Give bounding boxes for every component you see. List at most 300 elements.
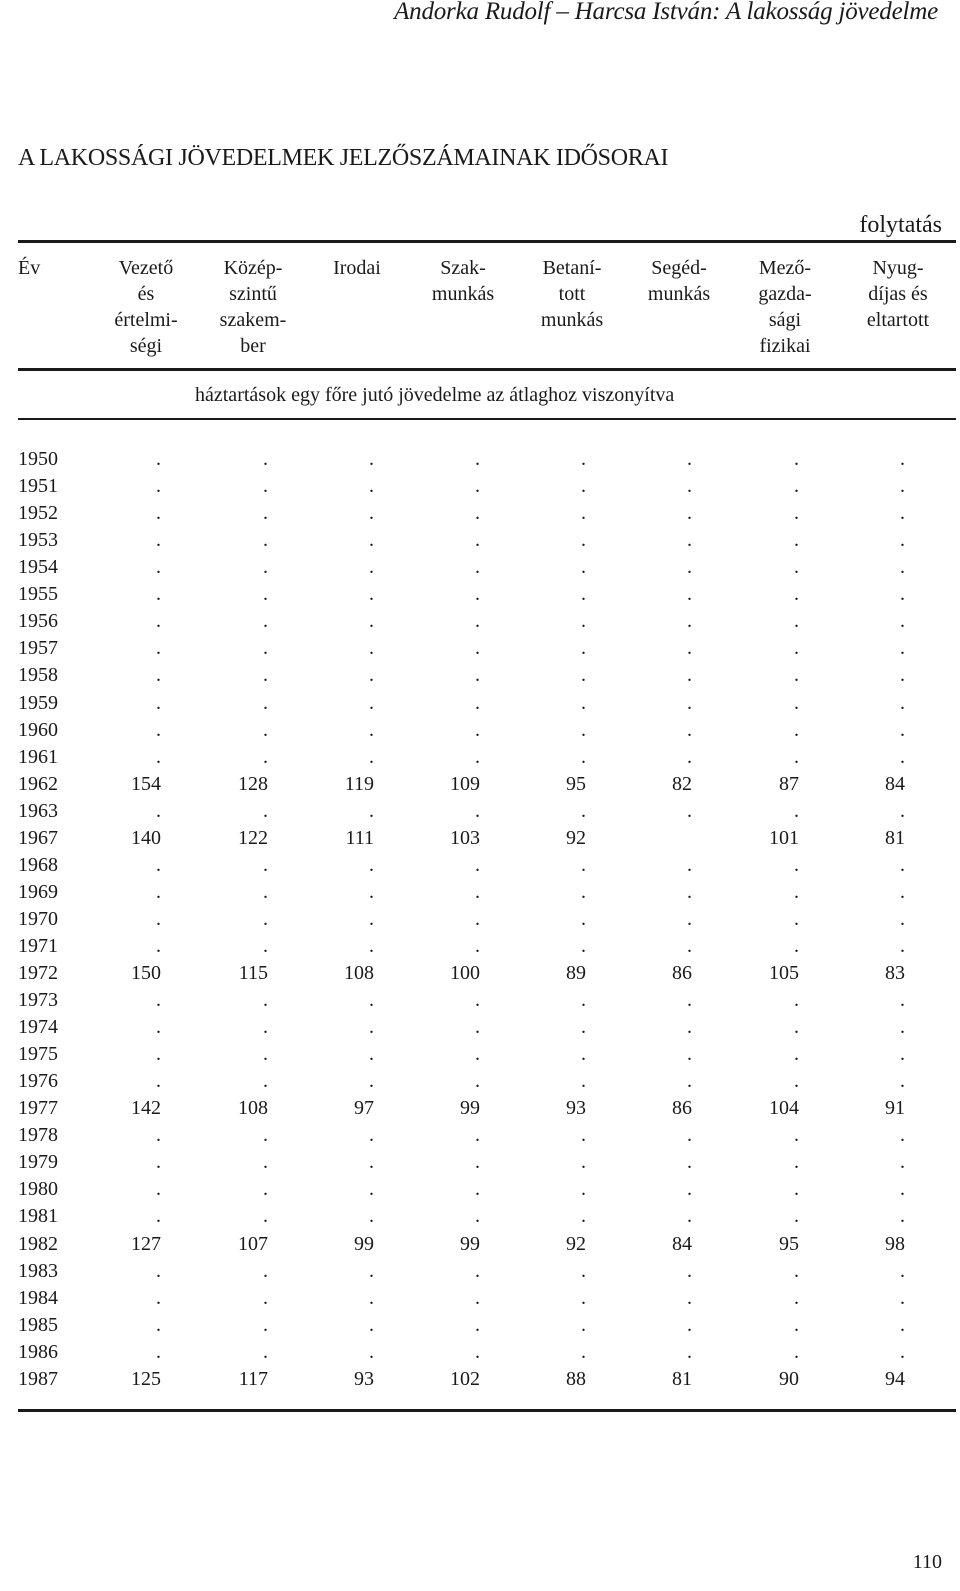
cell-year: 1986	[18, 1340, 58, 1363]
cell-unskilled: .	[687, 556, 692, 579]
cell-mid-level: .	[263, 556, 268, 579]
cell-pensioner: .	[900, 1259, 905, 1282]
cell-semi-skilled: .	[581, 529, 586, 552]
cell-agricultural: 105	[769, 962, 799, 984]
cell-unskilled: .	[687, 989, 692, 1011]
cell-skilled: .	[475, 610, 480, 633]
cell-unskilled: .	[687, 1340, 692, 1363]
table-row	[0, 852, 960, 879]
cell-skilled: .	[475, 664, 480, 687]
cell-unskilled: .	[687, 1124, 692, 1147]
cell-semi-skilled: .	[581, 502, 586, 525]
col-head-agricultural: Mező- gazda- sági fizikai	[758, 257, 812, 357]
table-row	[0, 1122, 960, 1149]
table-row	[0, 527, 960, 554]
cell-managers: .	[156, 637, 161, 660]
cell-managers: .	[156, 745, 161, 768]
cell-semi-skilled: 92	[566, 826, 586, 849]
cell-clerical: .	[369, 502, 374, 525]
cell-skilled: .	[475, 799, 480, 822]
cell-agricultural: 104	[769, 1097, 799, 1120]
cell-unskilled: .	[687, 610, 692, 633]
cell-skilled: 103	[450, 826, 480, 849]
cell-pensioner: .	[900, 934, 905, 957]
cell-unskilled: .	[687, 745, 692, 768]
cell-mid-level: .	[263, 907, 268, 930]
cell-mid-level: .	[263, 1016, 268, 1039]
cell-pensioner: .	[900, 556, 905, 579]
cell-agricultural: .	[794, 1178, 799, 1201]
cell-skilled: .	[475, 1286, 480, 1309]
cell-unskilled: 86	[672, 962, 692, 984]
cell-clerical: 93	[354, 1367, 374, 1390]
cell-agricultural: 87	[779, 772, 799, 795]
cell-managers: .	[156, 1016, 161, 1039]
cell-agricultural: .	[794, 1259, 799, 1282]
cell-semi-skilled: .	[581, 1313, 586, 1336]
cell-agricultural: 95	[779, 1232, 799, 1255]
cell-agricultural: .	[794, 1043, 799, 1066]
cell-year: 1985	[18, 1313, 58, 1336]
cell-semi-skilled: .	[581, 934, 586, 957]
cell-agricultural: .	[794, 1016, 799, 1039]
cell-unskilled: .	[687, 529, 692, 552]
cell-agricultural: .	[794, 529, 799, 552]
cell-skilled: 102	[450, 1367, 480, 1390]
cell-unskilled: .	[687, 1286, 692, 1309]
cell-agricultural: .	[794, 1151, 799, 1174]
cell-pensioner: .	[900, 1205, 905, 1228]
cell-skilled: .	[475, 853, 480, 876]
cell-pensioner: .	[900, 718, 905, 741]
cell-semi-skilled: .	[581, 1070, 586, 1093]
cell-unskilled: .	[687, 853, 692, 876]
col-head-year: Év	[18, 257, 41, 279]
cell-year: 1972	[18, 962, 58, 984]
cell-skilled: .	[475, 637, 480, 660]
table-row	[0, 1366, 960, 1393]
cell-agricultural: .	[794, 691, 799, 714]
cell-pensioner: 94	[885, 1367, 905, 1390]
running-head: Andorka Rudolf – Harcsa István: A lakosság jövedelme	[394, 0, 938, 25]
cell-agricultural: .	[794, 448, 799, 470]
table-row	[0, 690, 960, 717]
col-head-managers: Vezető és értelmi- ségi	[114, 257, 178, 357]
col-head-semi-skilled: Betaní- tott munkás	[540, 257, 604, 331]
cell-skilled: .	[475, 1043, 480, 1066]
cell-clerical: .	[369, 880, 374, 903]
cell-mid-level: .	[263, 1205, 268, 1228]
cell-agricultural: .	[794, 1340, 799, 1363]
cell-year: 1961	[18, 745, 58, 768]
cell-clerical: .	[369, 745, 374, 768]
cell-pensioner: .	[900, 745, 905, 768]
cell-semi-skilled: .	[581, 907, 586, 930]
cell-pensioner: .	[900, 664, 905, 687]
cell-year: 1954	[18, 556, 58, 579]
cell-mid-level: .	[263, 1178, 268, 1201]
cell-skilled: 109	[450, 772, 480, 795]
cell-mid-level: .	[263, 1313, 268, 1336]
table-row	[0, 635, 960, 662]
cell-semi-skilled: .	[581, 637, 586, 660]
cell-unskilled: .	[687, 1259, 692, 1282]
cell-pensioner: .	[900, 989, 905, 1011]
cell-year: 1958	[18, 664, 58, 687]
cell-semi-skilled: .	[581, 583, 586, 606]
cell-pensioner: 98	[885, 1232, 905, 1255]
table-row	[0, 1312, 960, 1339]
cell-year: 1967	[18, 826, 58, 849]
cell-managers: .	[156, 610, 161, 633]
cell-managers: .	[156, 475, 161, 498]
subheader-rule	[18, 418, 956, 420]
cell-skilled: 99	[460, 1232, 480, 1255]
cell-managers: .	[156, 1151, 161, 1174]
cell-pensioner: 81	[885, 826, 905, 849]
cell-mid-level: .	[263, 1340, 268, 1363]
cell-unskilled: 86	[672, 1097, 692, 1120]
cell-year: 1975	[18, 1043, 58, 1066]
table-row	[0, 608, 960, 635]
table-row	[0, 1176, 960, 1203]
cell-unskilled: .	[687, 1043, 692, 1066]
cell-managers: .	[156, 934, 161, 957]
cell-pensioner: 91	[885, 1097, 905, 1120]
cell-unskilled: .	[687, 799, 692, 822]
cell-unskilled: .	[687, 637, 692, 660]
cell-semi-skilled: .	[581, 1205, 586, 1228]
cell-pensioner: 83	[885, 962, 905, 984]
cell-managers: 150	[131, 962, 161, 984]
cell-clerical: .	[369, 610, 374, 633]
cell-year: 1956	[18, 610, 58, 633]
cell-semi-skilled: .	[581, 989, 586, 1011]
cell-clerical: 108	[344, 962, 374, 984]
cell-managers: .	[156, 1286, 161, 1309]
cell-semi-skilled: .	[581, 718, 586, 741]
cell-year: 1950	[18, 448, 58, 470]
cell-unskilled: .	[687, 502, 692, 525]
cell-mid-level: .	[263, 1124, 268, 1147]
table-row	[0, 1258, 960, 1285]
cell-year: 1984	[18, 1286, 58, 1309]
cell-unskilled: .	[687, 448, 692, 470]
cell-semi-skilled: 89	[566, 962, 586, 984]
cell-agricultural: .	[794, 556, 799, 579]
cell-unskilled: .	[687, 1178, 692, 1201]
cell-semi-skilled: .	[581, 1286, 586, 1309]
cell-year: 1977	[18, 1097, 58, 1120]
cell-managers: 125	[131, 1367, 161, 1390]
cell-clerical: .	[369, 556, 374, 579]
cell-pensioner: 84	[885, 772, 905, 795]
cell-unskilled: .	[687, 934, 692, 957]
cell-unskilled: .	[687, 907, 692, 930]
cell-clerical: 97	[354, 1097, 374, 1120]
cell-semi-skilled: .	[581, 1340, 586, 1363]
cell-semi-skilled: .	[581, 610, 586, 633]
cell-agricultural: .	[794, 1205, 799, 1228]
cell-clerical: .	[369, 691, 374, 714]
cell-managers: .	[156, 1070, 161, 1093]
cell-mid-level: .	[263, 637, 268, 660]
cell-mid-level: 108	[238, 1097, 268, 1120]
cell-clerical: .	[369, 583, 374, 606]
cell-clerical: .	[369, 799, 374, 822]
col-head-pensioner: Nyug- díjas és eltartott	[866, 257, 930, 331]
cell-managers: 154	[131, 772, 161, 795]
cell-managers: .	[156, 502, 161, 525]
page-number: 110	[912, 1551, 942, 1573]
cell-year: 1987	[18, 1367, 58, 1390]
cell-semi-skilled: .	[581, 1178, 586, 1201]
cell-mid-level: .	[263, 529, 268, 552]
cell-agricultural: 90	[779, 1367, 799, 1390]
header-rule	[18, 368, 956, 371]
cell-clerical: .	[369, 1205, 374, 1228]
cell-agricultural: .	[794, 934, 799, 957]
cell-skilled: .	[475, 989, 480, 1011]
table-row	[0, 446, 960, 473]
cell-managers: .	[156, 1043, 161, 1066]
cell-semi-skilled: .	[581, 1151, 586, 1174]
cell-managers: .	[156, 907, 161, 930]
cell-semi-skilled: .	[581, 1016, 586, 1039]
cell-unskilled: .	[687, 1016, 692, 1039]
cell-managers: .	[156, 556, 161, 579]
cell-clerical: .	[369, 664, 374, 687]
cell-year: 1979	[18, 1151, 58, 1174]
cell-managers: .	[156, 1124, 161, 1147]
cell-pensioner: .	[900, 637, 905, 660]
cell-mid-level: .	[263, 1070, 268, 1093]
cell-year: 1960	[18, 718, 58, 741]
cell-pensioner: .	[900, 502, 905, 525]
table-row	[0, 798, 960, 825]
cell-semi-skilled: .	[581, 880, 586, 903]
cell-agricultural: .	[794, 1313, 799, 1336]
col-head-skilled: Szak- munkás	[431, 257, 495, 305]
cell-clerical: .	[369, 1124, 374, 1147]
cell-clerical: .	[369, 529, 374, 552]
cell-semi-skilled: 95	[566, 772, 586, 795]
table-row	[0, 500, 960, 527]
cell-pensioner: .	[900, 880, 905, 903]
cell-pensioner: .	[900, 583, 905, 606]
cell-pensioner: .	[900, 448, 905, 470]
cell-clerical: .	[369, 853, 374, 876]
bottom-rule	[18, 1409, 956, 1412]
cell-mid-level: .	[263, 880, 268, 903]
table-row	[0, 1231, 960, 1258]
cell-agricultural: .	[794, 475, 799, 498]
cell-mid-level: .	[263, 610, 268, 633]
cell-skilled: .	[475, 1205, 480, 1228]
cell-year: 1983	[18, 1259, 58, 1282]
cell-mid-level: .	[263, 475, 268, 498]
cell-clerical: .	[369, 718, 374, 741]
cell-semi-skilled: .	[581, 1043, 586, 1066]
cell-clerical: .	[369, 907, 374, 930]
cell-unskilled: 84	[672, 1232, 692, 1255]
cell-unskilled: .	[687, 1151, 692, 1174]
cell-mid-level: .	[263, 1043, 268, 1066]
cell-skilled: .	[475, 583, 480, 606]
table-row	[0, 1068, 960, 1095]
cell-semi-skilled: .	[581, 664, 586, 687]
col-head-unskilled: Segéd- munkás	[647, 257, 711, 305]
cell-managers: .	[156, 1259, 161, 1282]
cell-agricultural: .	[794, 502, 799, 525]
cell-managers: .	[156, 691, 161, 714]
cell-managers: 142	[131, 1097, 161, 1120]
table-row	[0, 662, 960, 689]
cell-skilled: .	[475, 934, 480, 957]
cell-semi-skilled: .	[581, 691, 586, 714]
cell-skilled: .	[475, 448, 480, 470]
cell-unskilled: .	[687, 691, 692, 714]
cell-pensioner: .	[900, 610, 905, 633]
cell-unskilled: .	[687, 880, 692, 903]
cell-mid-level: .	[263, 718, 268, 741]
cell-mid-level: .	[263, 853, 268, 876]
cell-year: 1963	[18, 799, 58, 822]
cell-managers: .	[156, 529, 161, 552]
cell-clerical: .	[369, 934, 374, 957]
cell-semi-skilled: .	[581, 1259, 586, 1282]
cell-clerical: .	[369, 1070, 374, 1093]
cell-year: 1970	[18, 907, 58, 930]
cell-managers: .	[156, 880, 161, 903]
table-row	[0, 1014, 960, 1041]
cell-unskilled: 82	[672, 772, 692, 795]
cell-agricultural: .	[794, 583, 799, 606]
cell-year: 1969	[18, 880, 58, 903]
table-row	[0, 1203, 960, 1230]
cell-skilled: .	[475, 1178, 480, 1201]
cell-year: 1959	[18, 691, 58, 714]
cell-mid-level: .	[263, 691, 268, 714]
cell-mid-level: .	[263, 745, 268, 768]
cell-skilled: .	[475, 1151, 480, 1174]
cell-skilled: 100	[450, 962, 480, 984]
cell-skilled: .	[475, 691, 480, 714]
cell-clerical: .	[369, 448, 374, 470]
cell-clerical: .	[369, 1151, 374, 1174]
cell-pensioner: .	[900, 1151, 905, 1174]
table-row	[0, 987, 960, 1014]
cell-pensioner: .	[900, 1016, 905, 1039]
cell-managers: 127	[131, 1232, 161, 1255]
cell-pensioner: .	[900, 529, 905, 552]
cell-pensioner: .	[900, 1313, 905, 1336]
cell-skilled: .	[475, 1070, 480, 1093]
cell-skilled: .	[475, 1016, 480, 1039]
cell-unskilled: 81	[672, 1367, 692, 1390]
cell-agricultural: 101	[769, 826, 799, 849]
cell-year: 1952	[18, 502, 58, 525]
cell-agricultural: .	[794, 637, 799, 660]
table-row	[0, 825, 960, 852]
cell-managers: .	[156, 853, 161, 876]
cell-pensioner: .	[900, 1340, 905, 1363]
cell-mid-level: .	[263, 664, 268, 687]
table-row	[0, 473, 960, 500]
cell-clerical: .	[369, 1016, 374, 1039]
cell-mid-level: .	[263, 989, 268, 1011]
cell-clerical: .	[369, 637, 374, 660]
cell-pensioner: .	[900, 1124, 905, 1147]
cell-clerical: .	[369, 1313, 374, 1336]
cell-agricultural: .	[794, 907, 799, 930]
cell-managers: .	[156, 718, 161, 741]
cell-year: 1971	[18, 934, 58, 957]
table-row	[0, 744, 960, 771]
cell-pensioner: .	[900, 1286, 905, 1309]
cell-mid-level: .	[263, 934, 268, 957]
cell-clerical: 99	[354, 1232, 374, 1255]
cell-skilled: .	[475, 1340, 480, 1363]
cell-year: 1982	[18, 1232, 58, 1255]
cell-unskilled: .	[687, 583, 692, 606]
table-row	[0, 581, 960, 608]
cell-unskilled: .	[687, 475, 692, 498]
cell-clerical: .	[369, 1286, 374, 1309]
cell-managers: .	[156, 664, 161, 687]
cell-skilled: .	[475, 502, 480, 525]
cell-skilled: .	[475, 1124, 480, 1147]
cell-pensioner: .	[900, 907, 905, 930]
cell-clerical: .	[369, 475, 374, 498]
cell-skilled: .	[475, 880, 480, 903]
table-row	[0, 1095, 960, 1122]
top-rule	[18, 240, 956, 243]
cell-skilled: .	[475, 529, 480, 552]
table-row	[0, 1041, 960, 1068]
table-row	[0, 1285, 960, 1312]
cell-clerical: .	[369, 1259, 374, 1282]
subheader: háztartások egy főre jutó jövedelme az átlaghoz viszonyítva	[195, 384, 675, 406]
cell-mid-level: 117	[238, 1367, 268, 1390]
table-row	[0, 1339, 960, 1366]
cell-semi-skilled: .	[581, 799, 586, 822]
cell-semi-skilled: .	[581, 745, 586, 768]
cell-mid-level: 122	[238, 826, 268, 849]
cell-year: 1955	[18, 583, 58, 606]
cell-mid-level: 115	[238, 962, 268, 984]
cell-agricultural: .	[794, 610, 799, 633]
cell-agricultural: .	[794, 664, 799, 687]
cell-year: 1951	[18, 475, 58, 498]
cell-mid-level: .	[263, 1151, 268, 1174]
table-row	[0, 717, 960, 744]
cell-skilled: .	[475, 1313, 480, 1336]
cell-managers: .	[156, 1313, 161, 1336]
cell-year: 1953	[18, 529, 58, 552]
cell-semi-skilled: .	[581, 448, 586, 470]
page-title: A LAKOSSÁGI JÖVEDELMEK JELZŐSZÁMAINAK IDŐSORAI	[18, 145, 669, 171]
cell-mid-level: 107	[238, 1232, 268, 1255]
cell-unskilled: .	[687, 1313, 692, 1336]
cell-pensioner: .	[900, 1178, 905, 1201]
cell-year: 1968	[18, 853, 58, 876]
table-row	[0, 933, 960, 960]
cell-unskilled: .	[687, 1070, 692, 1093]
table-row	[0, 879, 960, 906]
cell-mid-level: .	[263, 799, 268, 822]
cell-managers: .	[156, 448, 161, 470]
